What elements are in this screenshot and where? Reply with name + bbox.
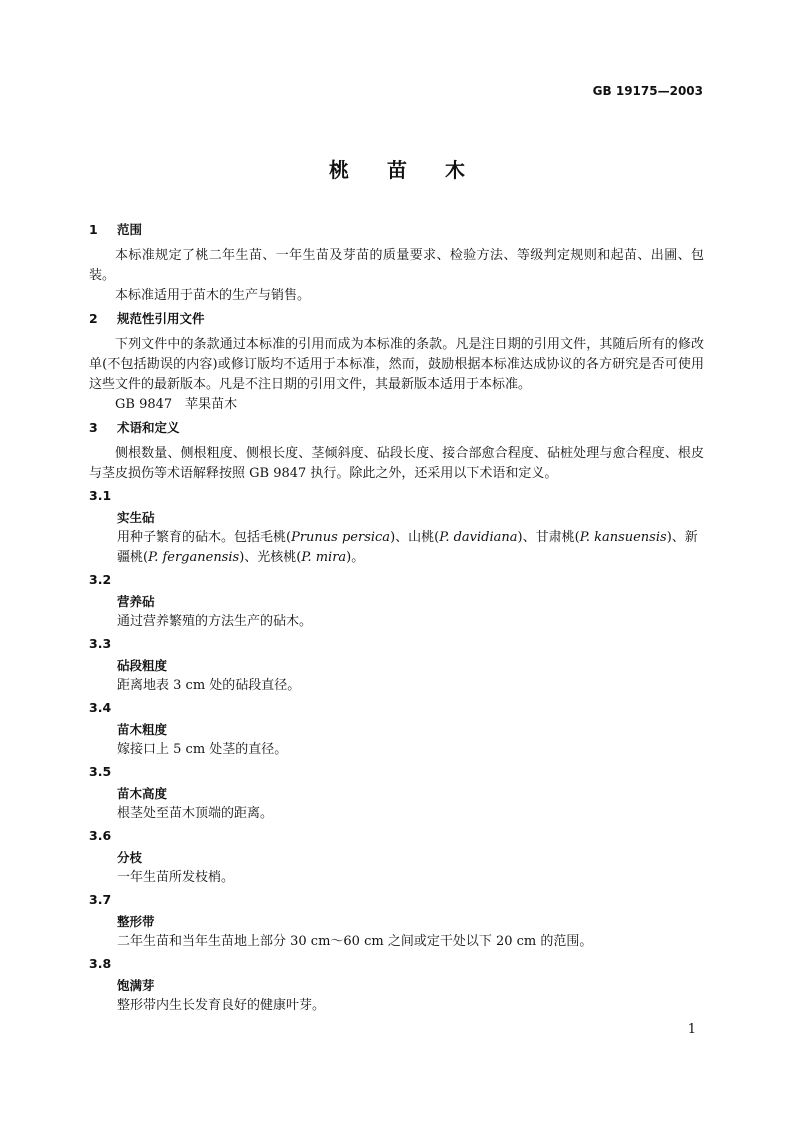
scientific-name: P. kansuensis xyxy=(579,530,667,545)
term-name: 实生砧 xyxy=(117,510,155,525)
section-heading-normative-references xyxy=(89,309,704,329)
term-definition: 根茎处至苗木顶端的距离。 xyxy=(117,806,274,821)
section-heading-scope xyxy=(89,220,704,240)
paragraph: 下列文件中的条款通过本标准的引用而成为本标准的条款。凡是注日期的引用文件，其随后所有的修改单(不包括勘误的内容)或修订版均不适用于本标准，然而，鼓励根据本标准达成协议的各方研究是否可使用这些文件的最新版本。凡是不注日期的引用文件，其最新版本适用于本标准。 xyxy=(89,337,704,392)
paragraph: 侧根数量、侧根粗度、侧根长度、茎倾斜度、砧段长度、接合部愈合程度、砧桩处理与愈合程度、根皮与茎皮损伤等术语解释按照 GB 9847 执行。除此之外，还采用以下术语和定义。 xyxy=(89,446,704,481)
paragraph: 本标准适用于苗木的生产与销售。 xyxy=(115,288,311,303)
scientific-name: P. mira xyxy=(301,550,347,565)
term-number: 3.5 xyxy=(89,764,112,779)
term-number: 3.6 xyxy=(89,828,112,843)
document-body xyxy=(89,220,704,1016)
term-definition: 整形带内生长发育良好的健康叶芽。 xyxy=(117,998,326,1013)
scientific-name: P. ferganensis xyxy=(148,550,240,565)
term-name: 苗木粗度 xyxy=(117,722,168,737)
term-name: 分枝 xyxy=(117,850,143,865)
term-definition: 嫁接口上 5 cm 处茎的直径。 xyxy=(117,742,288,757)
document-title: 桃苗木 xyxy=(329,158,503,182)
term-number: 3.2 xyxy=(89,572,112,587)
section-title: 范围 xyxy=(117,222,143,237)
section-heading-terms xyxy=(89,418,704,438)
section-number: 1 xyxy=(89,222,98,237)
standard-number: GB 19175—2003 xyxy=(592,84,703,98)
section-number: 2 xyxy=(89,311,98,326)
term-definition: 用种子繁育的砧木。包括毛桃(Prunus persica)、山桃(P. davidiana)、甘肃桃(P. kansuensis)、新疆桃(P. ferganensis)、光核桃(P. mira)。 xyxy=(117,530,698,565)
reference-entry: GB 9847 苹果苗木 xyxy=(115,397,238,412)
term-number: 3.8 xyxy=(89,956,112,971)
paragraph: 本标准规定了桃二年生苗、一年生苗及芽苗的质量要求、检验方法、等级判定规则和起苗、出圃、包装。 xyxy=(89,248,704,283)
section-number: 3 xyxy=(89,420,98,435)
section-title: 规范性引用文件 xyxy=(117,311,205,326)
term-name: 苗木高度 xyxy=(117,786,168,801)
scientific-name: P. davidiana xyxy=(439,530,518,545)
term-definition: 距离地表 3 cm 处的砧段直径。 xyxy=(117,678,301,693)
term-number: 3.3 xyxy=(89,636,112,651)
term-number: 3.1 xyxy=(89,488,112,503)
term-name: 饱满芽 xyxy=(117,978,155,993)
term-name: 营养砧 xyxy=(117,594,155,609)
term-definition: 通过营养繁殖的方法生产的砧木。 xyxy=(117,614,313,629)
term-definition: 二年生苗和当年生苗地上部分 30 cm～60 cm 之间或定干处以下 20 cm 的范围。 xyxy=(117,934,593,949)
term-number: 3.7 xyxy=(89,892,112,907)
term-number: 3.4 xyxy=(89,700,112,715)
term-name: 砧段粗度 xyxy=(117,658,168,673)
scientific-name: Prunus persica xyxy=(291,530,391,545)
page-number: 1 xyxy=(687,1022,696,1037)
term-definition: 一年生苗所发枝梢。 xyxy=(117,870,235,885)
term-name: 整形带 xyxy=(117,914,155,929)
section-title: 术语和定义 xyxy=(117,420,180,435)
